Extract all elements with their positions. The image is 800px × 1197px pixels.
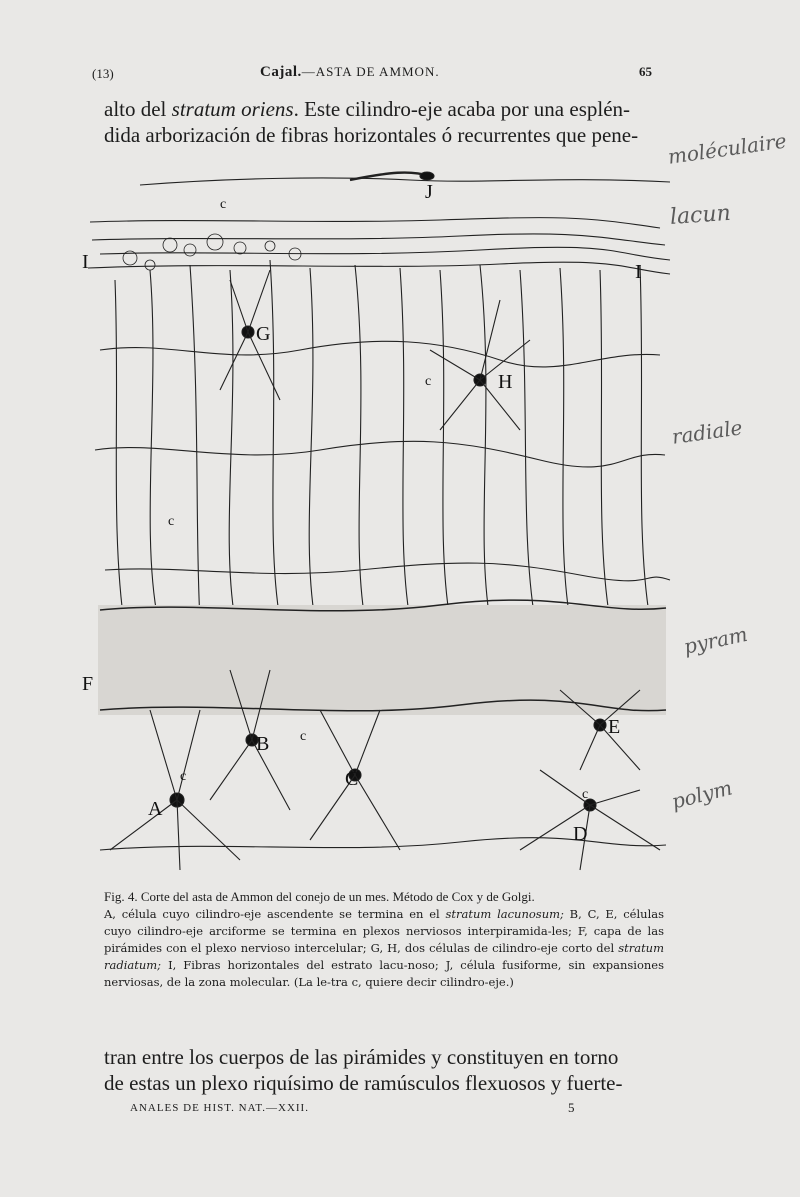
running-header [92,64,652,84]
body-line: dida arborización de fibras horizontales ó recurrentes que pene- [104,123,639,147]
header-subtitle: —ASTA DE AMMON. [301,64,440,79]
margin-note: pyram [681,621,750,659]
footer-journal: ANALES DE HIST. NAT.—XXII. [130,1102,309,1114]
label-I-right: I [635,261,642,283]
label-F: F [82,673,94,695]
body-text-top [104,96,664,148]
text-run: alto del [104,97,172,121]
label-E: E [608,716,621,738]
caption-italic: stratum lacunosum; [445,907,564,921]
body-text-bottom [104,1044,664,1096]
body-line: de estas un plexo riquísimo de ramúsculos flexuosos y fuerte- [104,1071,623,1095]
neuron-drawing [80,150,672,885]
label-A: A [148,798,163,820]
header-section-number: (13) [92,66,114,81]
label-H: H [498,371,513,393]
caption-text: B, C, E, células cuyo cilindro-eje arciforme se termina en plexos nerviosos interpiramida-les; F, capa de las pirámides con el plexo nervioso intercelular; G, H, dos células de cilindro-eje corto del [104,907,665,955]
body-line [104,96,664,122]
label-c: c [300,729,307,744]
figure-caption [104,888,664,991]
margin-note: moléculaire [666,128,788,169]
header-title [260,64,440,81]
body-line: tran entre los cuerpos de las pirámides y constituyen en torno [104,1045,619,1069]
caption-text: A, célula cuyo cilindro-eje ascendente se termina en el [104,907,446,921]
caption-text: I, Fibras horizontales del estrato lacu-noso; J, célula fusiforme, sin expansiones nerviosas, de la zona molecular. (La le-tra c, quiere decir cilindro-eje.) [104,958,664,989]
label-c: c [220,197,227,212]
footer-page-number: 5 [568,1100,576,1115]
margin-note: polym [669,775,735,814]
italic-term: stratum oriens [171,97,294,121]
text-run: . Este cilindro-eje acaba por una esplén- [293,97,631,121]
page-footer [130,1100,650,1118]
label-D: D [573,823,588,845]
header-page-number: 65 [639,64,652,79]
label-J: J [425,181,433,203]
figure-illustration [80,150,672,885]
label-C: C [345,768,359,790]
label-c: c [180,769,187,784]
header-author: Cajal. [260,64,302,80]
label-B: B [256,733,270,755]
label-c: c [425,374,432,389]
caption-italic: stratum radiatum; [104,941,664,972]
label-G: G [256,323,271,345]
label-c: c [582,787,589,802]
caption-lead: Fig. 4. Corte del asta de Ammon del conejo de un mes. Método de Cox y de Golgi. [104,889,535,904]
margin-note: radiale [670,415,744,449]
label-I-left: I [82,251,89,273]
margin-note: lacun [669,200,732,230]
label-c: c [168,514,175,529]
